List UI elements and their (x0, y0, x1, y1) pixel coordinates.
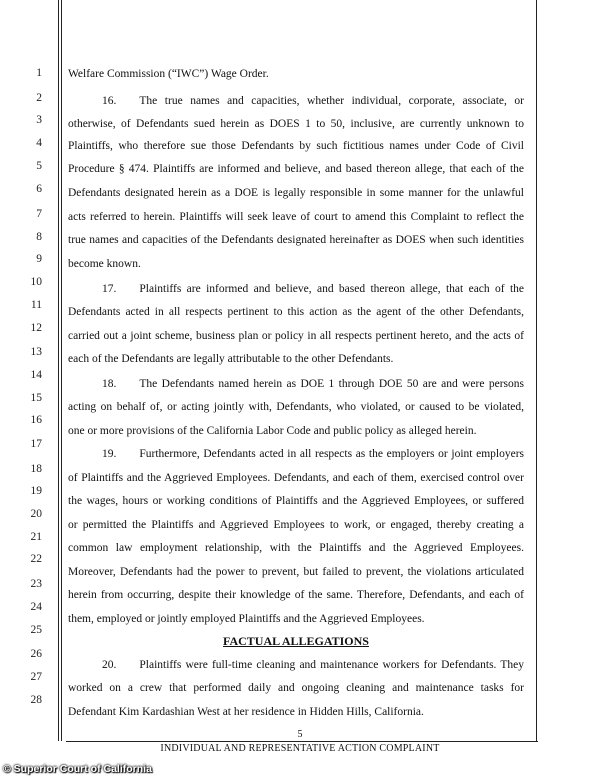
text-line: them, employed or jointly employed Plaintiffs and the Aggrieved Employees. (68, 613, 425, 625)
line-number: 8 (36, 231, 42, 243)
line-number: 21 (30, 531, 42, 543)
text-line: carried out a joint scheme, business plan or policy in all respects pertinent hereto, and the acts of (68, 330, 524, 342)
line-number: 26 (30, 648, 42, 660)
text-line: Welfare Commission (“IWC”) Wage Order. (68, 68, 269, 80)
right-margin-rule (536, 0, 537, 741)
line-number: 13 (30, 346, 42, 358)
line-number: 11 (30, 299, 42, 311)
footer-title: INDIVIDUAL AND REPRESENTATIVE ACTION COMPLAINT (160, 743, 440, 754)
line-number: 24 (30, 601, 42, 613)
line-number: 12 (30, 322, 42, 334)
text-line: each of the Defendants are legally attributable to the other Defendants. (68, 353, 394, 365)
section-heading: FACTUAL ALLEGATIONS (223, 634, 369, 648)
line-number: 5 (36, 160, 42, 172)
text-line: 19. Furthermore, Defendants acted in all respects as the employers or joint employers (102, 448, 524, 460)
text-line: become known. (68, 258, 141, 270)
line-number: 15 (30, 392, 42, 404)
footer-rule (66, 741, 538, 742)
line-number: 2 (36, 92, 42, 104)
line-number: 3 (36, 114, 42, 126)
text-line: one or more provisions of the California Labor Code and public policy as alleged herein. (68, 425, 477, 437)
text-line: 17. Plaintiffs are informed and believe, and based thereon allege, that each of the (102, 283, 524, 295)
text-line: Defendant Kim Kardashian West at her residence in Hidden Hills, California. (68, 706, 424, 718)
line-number: 14 (30, 369, 42, 381)
text-line: Defendants acted in all respects pertinent to this action as the agent of the other Defendants, (68, 306, 524, 318)
line-number: 1 (36, 67, 42, 79)
line-number: 6 (36, 183, 42, 195)
text-line: Plaintiffs, who therefore sue those Defendants by such fictitious names under Code of Civil (68, 140, 524, 152)
text-line: 20. Plaintiffs were full-time cleaning and maintenance workers for Defendants. They (102, 659, 524, 671)
text-line: Procedure § 474. Plaintiffs are informed and believe, and based thereon allege, that each of the (68, 163, 524, 175)
line-number: 4 (36, 137, 42, 149)
text-line: true names and capacities of the Defendants designated hereinafter as DOES when such identities (68, 234, 524, 246)
text-line: the wages, hours or working conditions of Plaintiffs and the Aggrieved Employees, or suffered (68, 495, 524, 507)
left-margin-rule-inner (61, 0, 62, 741)
line-number: 22 (30, 553, 42, 565)
line-number: 25 (30, 624, 42, 636)
line-number: 23 (30, 578, 42, 590)
line-number: 10 (30, 276, 42, 288)
left-margin-rule-outer (58, 0, 59, 741)
text-line: of Plaintiffs and the Aggrieved Employees. Defendants, and each of them, exercised control over (68, 472, 524, 484)
line-number: 27 (30, 671, 42, 683)
page-number: 5 (297, 729, 303, 740)
line-number: 18 (30, 463, 42, 475)
text-line: acting on behalf of, or acting jointly with, Defendants, who violated, or caused to be violated, (68, 401, 524, 413)
text-line: acts referred to herein. Plaintiffs will seek leave of court to amend this Complaint to reflect the (68, 211, 524, 223)
line-number: 19 (30, 485, 42, 497)
line-number: 16 (30, 414, 42, 426)
text-line: otherwise, of Defendants sued herein as DOES 1 to 50, inclusive, are currently unknown to (68, 118, 524, 130)
text-line: or permitted the Plaintiffs and Aggrieved Employees to work, or engaged, thereby creating a (68, 519, 524, 531)
line-number: 9 (36, 253, 42, 265)
line-number: 20 (30, 508, 42, 520)
text-line: herein from occurring, despite their knowledge of the same. Therefore, Defendants, and each of (68, 589, 524, 601)
text-line: 18. The Defendants named herein as DOE 1 through DOE 50 are and were persons (102, 378, 524, 390)
text-line: 16. The true names and capacities, whether individual, corporate, associate, or (102, 95, 524, 107)
text-line: Moreover, Defendants had the power to prevent, but failed to prevent, the violations articulated (68, 566, 524, 578)
image-credit: © Superior Court of California (3, 763, 152, 775)
text-line: common law employment relationship, with the Plaintiffs and the Aggrieved Employees. (68, 542, 524, 554)
line-number: 17 (30, 438, 42, 450)
line-number: 28 (30, 694, 42, 706)
text-line: Defendants designated herein as a DOE is legally responsible in some manner for the unlawful (68, 187, 524, 199)
line-number: 7 (36, 208, 42, 220)
text-line: worked on a crew that performed daily and ongoing cleaning and maintenance tasks for (68, 682, 524, 694)
